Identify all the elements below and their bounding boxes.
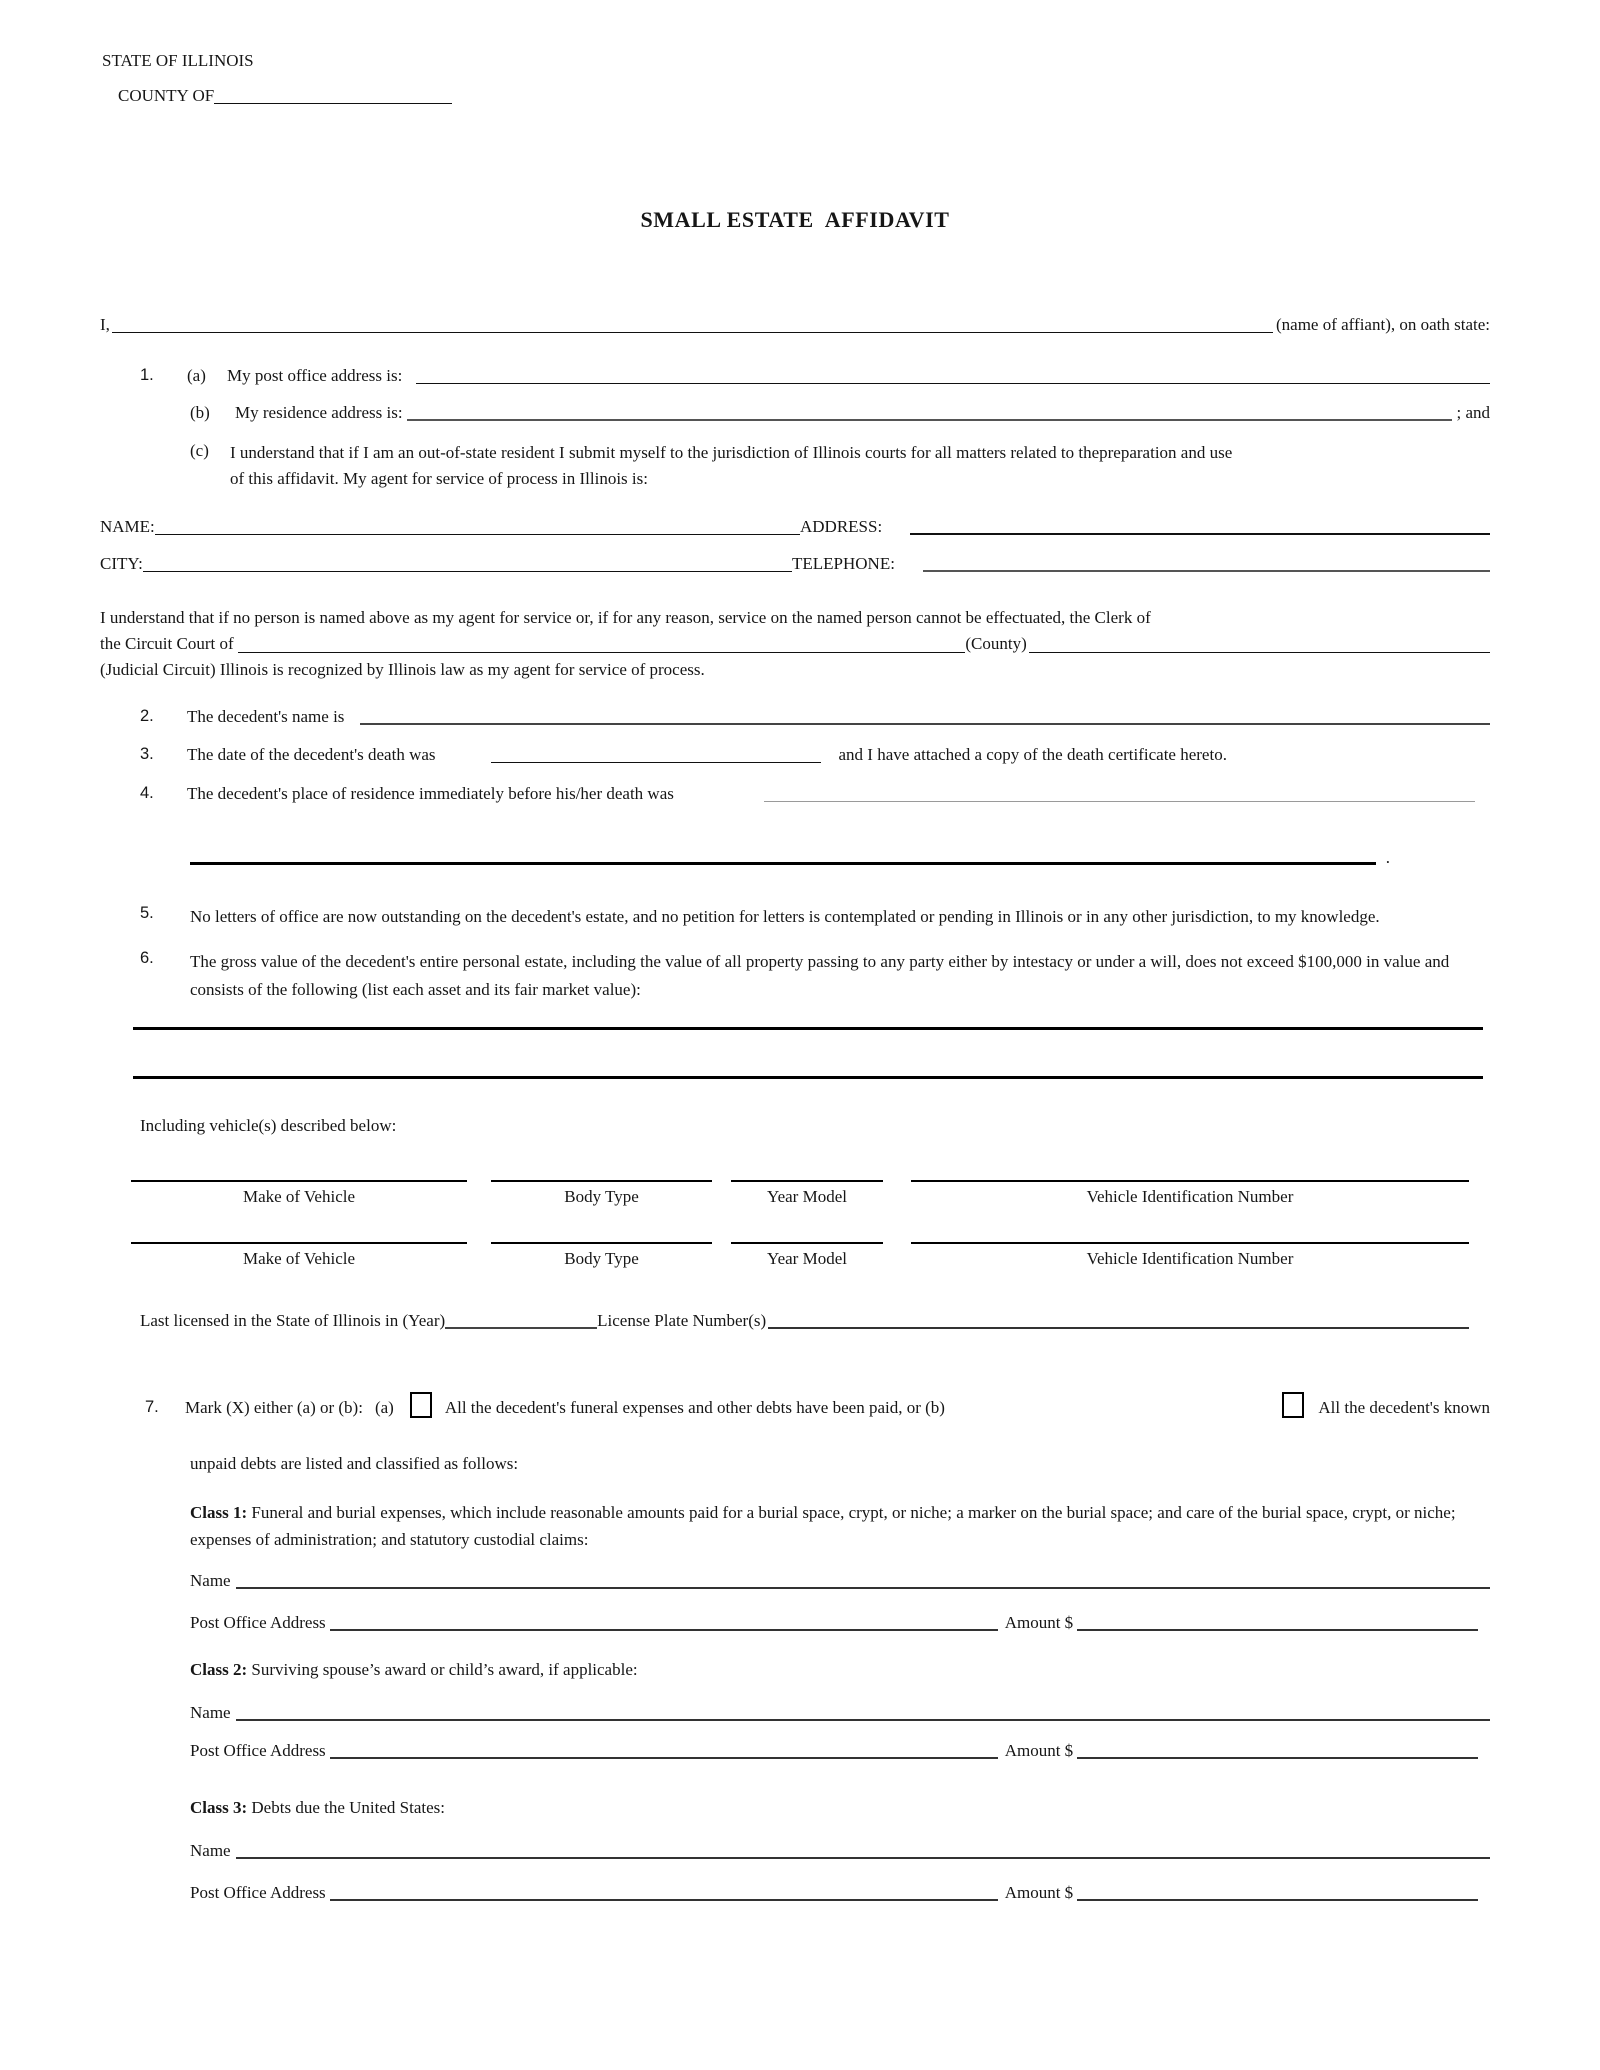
item-1-number: 1. (140, 366, 154, 384)
license-plate-line[interactable] (768, 1312, 1469, 1329)
clerk-line-1: I understand that if no person is named above as my agent for service or, if for any reason, service on the named person cannot be effectuated, the Clerk of (100, 608, 1151, 627)
post-office-address-line[interactable] (416, 367, 1490, 384)
vehicle-1-body-type-line[interactable] (491, 1166, 712, 1182)
item-1b-tag: (b) (190, 403, 210, 422)
year-line[interactable] (445, 1312, 597, 1329)
item-5-no-letters (100, 903, 1490, 931)
residence-address-line[interactable] (407, 404, 1453, 421)
circuit-court-county-line[interactable] (238, 636, 966, 653)
agent-city-line[interactable] (143, 555, 792, 572)
agent-name-line[interactable] (155, 518, 800, 535)
residence-continuation-row (190, 849, 1390, 865)
vehicle-1-vin-line[interactable] (911, 1166, 1469, 1182)
agent-city-label: CITY: (100, 554, 143, 573)
item-6-gross-value (100, 948, 1490, 1004)
item-4-period: . (1385, 848, 1390, 867)
amount-label: Amount $ (1004, 1613, 1074, 1632)
class-1-address-amount-row (190, 1612, 1478, 1633)
item-1c-tag: (c) (190, 441, 209, 460)
vehicle-row-2-labels (131, 1248, 1469, 1269)
affiant-oath-row (100, 314, 1490, 335)
clerk-line-2-prefix: the Circuit Court of (100, 634, 234, 653)
vehicle-2-body-type-line[interactable] (491, 1228, 712, 1244)
vin-label: Vehicle Identification Number (1086, 1187, 1294, 1206)
agent-city-telephone-row (100, 553, 1490, 574)
last-licensed-label: Last licensed in the State of Illinois in (Year) (140, 1311, 446, 1330)
class-2-label: Class 2: (190, 1660, 248, 1679)
state-heading: STATE OF ILLINOIS (102, 51, 254, 70)
class-2-text: Surviving spouse’s award or child’s award, if applicable: (251, 1660, 638, 1679)
clerk-of-court-paragraph (100, 605, 1490, 683)
agent-telephone-label: TELEPHONE: (792, 554, 895, 573)
item-1c-out-of-state (190, 440, 1490, 492)
item-7a-tag: (a) (374, 1398, 394, 1417)
county-input-line[interactable] (214, 87, 452, 104)
item-1c-text: I understand that if I am an out-of-state resident I submit myself to the jurisdiction of Illinois courts for all matters related to thepreparation and use of this affidavit. My agent for service of process in Illinois is: (230, 443, 1233, 488)
item-4-number: 4. (140, 784, 154, 802)
item-5-number: 5. (140, 904, 154, 922)
item-6-text: The gross value of the decedent's entire personal estate, including the value of all property passing to any party either by intestacy or under a will, does not exceed $100,000 in value and consists of the following (list each asset and its fair market value): (190, 952, 1450, 999)
item-3-number: 3. (140, 745, 154, 763)
item-7-number: 7. (145, 1398, 159, 1416)
clerk-line-3: (Judicial Circuit) Illinois is recognized by Illinois law as my agent for service of process. (100, 660, 705, 679)
county-label: COUNTY OF (118, 86, 215, 105)
class-2-address-amount-row (190, 1740, 1478, 1761)
post-office-address-label: Post Office Address (190, 1741, 326, 1760)
amount-label: Amount $ (1004, 1741, 1074, 1760)
item-2-decedent-name (100, 706, 1490, 727)
class-1-amount-line[interactable] (1077, 1614, 1478, 1631)
vehicle-row-1-lines (131, 1166, 1469, 1182)
class-1-name-row (190, 1570, 1490, 1591)
item-3-label: The date of the decedent's death was (187, 745, 436, 764)
class-2-amount-line[interactable] (1077, 1742, 1478, 1759)
item-7-mark-x (100, 1392, 1490, 1418)
agent-address-line[interactable] (910, 518, 1490, 535)
vehicle-1-make-line[interactable] (131, 1166, 467, 1182)
body-type-label: Body Type (564, 1249, 639, 1268)
agent-name-address-row (100, 516, 1490, 537)
item-6-number: 6. (140, 949, 154, 967)
class-2-address-line[interactable] (330, 1742, 998, 1759)
class-3-address-amount-row (190, 1882, 1478, 1903)
license-plate-label: License Plate Number(s) (597, 1311, 767, 1330)
post-office-address-label: Post Office Address (190, 1883, 326, 1902)
oath-suffix: (name of affiant), on oath state: (1276, 315, 1490, 334)
form-title: SMALL ESTATE AFFIDAVIT (640, 207, 950, 232)
decedent-name-line[interactable] (360, 708, 1490, 725)
vehicle-row-1-labels (131, 1186, 1469, 1207)
vehicles-intro: Including vehicle(s) described below: (140, 1116, 397, 1135)
item-5-text: No letters of office are now outstanding on the decedent's estate, and no petition for letters is contemplated or pending in Illinois or in any other jurisdiction, to my knowledge. (190, 907, 1380, 926)
agent-telephone-group (792, 553, 1490, 574)
checkbox-known-unpaid-debts[interactable] (1282, 1392, 1304, 1418)
class-3-label: Class 3: (190, 1798, 248, 1817)
class-3-address-line[interactable] (330, 1884, 998, 1901)
class-3-text: Debts due the United States: (251, 1798, 445, 1817)
oath-prefix: I, (100, 315, 110, 334)
item-7-continuation: unpaid debts are listed and classified as follows: (190, 1454, 519, 1473)
checkbox-funeral-expenses-paid[interactable] (410, 1392, 432, 1418)
clerk-line-2 (100, 631, 1490, 657)
item-1b-label: My residence address is: (235, 403, 403, 422)
item-3-death-date (100, 744, 1490, 765)
item-4-residence (100, 783, 1475, 804)
class-1-paragraph (190, 1499, 1490, 1553)
name-label: Name (190, 1703, 231, 1722)
item-1a-label: My post office address is: (227, 366, 403, 385)
class-1-address-line[interactable] (330, 1614, 998, 1631)
item-4-label: The decedent's place of residence immediately before his/her death was (187, 784, 674, 803)
class-2-name-line[interactable] (236, 1704, 1490, 1721)
item-3-suffix: and I have attached a copy of the death certificate hereto. (838, 745, 1227, 764)
agent-address-label: ADDRESS: (800, 517, 883, 536)
agent-name-group (100, 516, 800, 537)
item-1a-post-office-address (100, 365, 1490, 386)
item-1b-residence-address (190, 402, 1490, 423)
year-model-label: Year Model (767, 1187, 847, 1206)
class-3-name-row (190, 1840, 1490, 1861)
death-date-line[interactable] (491, 746, 821, 763)
post-office-address-label: Post Office Address (190, 1613, 326, 1632)
make-of-vehicle-label: Make of Vehicle (242, 1249, 356, 1268)
class-2-paragraph (190, 1656, 1490, 1683)
agent-telephone-line[interactable] (923, 555, 1490, 572)
class-1-label: Class 1: (190, 1503, 248, 1522)
name-label: Name (190, 1841, 231, 1860)
class-1-name-line[interactable] (236, 1572, 1490, 1589)
vehicle-2-year-model-line[interactable] (731, 1228, 883, 1244)
option-a-text: All the decedent's funeral expenses and other debts have been paid, or (b) (444, 1398, 945, 1417)
make-of-vehicle-label: Make of Vehicle (242, 1187, 356, 1206)
item-2-number: 2. (140, 707, 154, 725)
vehicle-1-year-model-line[interactable] (731, 1166, 883, 1182)
last-licensed-row (140, 1310, 1469, 1331)
item-7-lead: Mark (X) either (a) or (b): (185, 1398, 363, 1417)
vehicle-2-make-line[interactable] (131, 1228, 467, 1244)
class-1-text: Funeral and burial expenses, which include reasonable amounts paid for a burial space, crypt, or niche; a marker on the burial space; and care of the burial space, crypt, or niche; expenses of administration; and statutory custodial claims: (190, 1503, 1456, 1549)
item-2-label: The decedent's name is (187, 707, 345, 726)
class-3-amount-line[interactable] (1077, 1884, 1478, 1901)
residence-place-line-2[interactable] (190, 849, 1376, 865)
class-3-name-line[interactable] (236, 1842, 1490, 1859)
class-2-name-row (190, 1702, 1490, 1723)
county-parenthetical: (County) (965, 634, 1027, 653)
item-1a-tag: (a) (187, 366, 206, 385)
affiant-name-line[interactable] (112, 316, 1273, 333)
asset-list-line-2[interactable] (133, 1063, 1483, 1079)
agent-name-label: NAME: (100, 517, 155, 536)
option-b-text: All the decedent's known (1318, 1398, 1490, 1417)
residence-place-line-1[interactable] (764, 785, 1475, 802)
class-3-paragraph (190, 1794, 1490, 1821)
body-type-label: Body Type (564, 1187, 639, 1206)
asset-list-line-1[interactable] (133, 1014, 1483, 1030)
county-row (118, 85, 1490, 106)
vehicle-2-vin-line[interactable] (911, 1228, 1469, 1244)
name-label: Name (190, 1571, 231, 1590)
vehicle-row-2-lines (131, 1228, 1469, 1244)
agent-city-group (100, 553, 792, 574)
amount-label: Amount $ (1004, 1883, 1074, 1902)
agent-address-group (800, 516, 1490, 537)
item-1b-suffix: ; and (1456, 403, 1490, 422)
year-model-label: Year Model (767, 1249, 847, 1268)
vin-label: Vehicle Identification Number (1086, 1249, 1294, 1268)
judicial-circuit-line[interactable] (1029, 636, 1490, 653)
